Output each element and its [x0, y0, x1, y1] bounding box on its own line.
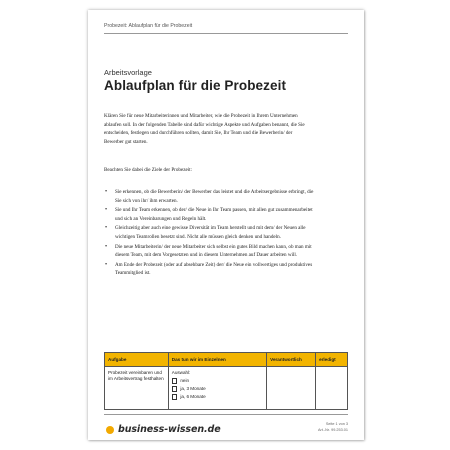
table-header-row [105, 353, 348, 367]
running-header: Probezeit: Ablaufplan für die Probezeit [104, 23, 193, 29]
list-item: • Am Ende der Probezeit (oder auf absehbare Zeit) der/ die Neue ein vollwertiges und produktives Teammitglied ist. [105, 261, 313, 277]
table-row [105, 367, 348, 410]
task-table [104, 352, 348, 410]
bullet-icon: • [105, 243, 108, 250]
task-cell: Probezeit vereinbaren und im Arbeitsvertrag festhalten [105, 367, 169, 410]
document-title: Ablaufplan für die Probezeit [104, 78, 287, 93]
logo-text: business-wissen.de [118, 424, 221, 435]
checkbox-icon[interactable] [172, 394, 178, 400]
list-item: • Sie und Ihr Team erkennen, ob der/ die Neue in Ihr Team passen, mit allen gut zusammenarbeitet und sich an Vereinbarungen und Regeln hält. [105, 207, 313, 222]
goals-list [104, 188, 314, 279]
option-6-monate[interactable]: ja, 6 Monate [172, 394, 263, 400]
column-header-responsible: Verantwortlich [267, 353, 316, 367]
bullet-icon: • [105, 261, 108, 268]
selection-label: Auswahl: [171, 370, 191, 375]
intro-paragraph: Klären Sie für neue Mitarbeiterinnen und Mitarbeiter, wie die Probezeit in Ihrem Unternehmen ablaufen soll. In der folgenden Tabelle sind dafür wichtige Aspekte und Aufgaben benannt, die Sie entscheiden, festlegen und durchführen sollten, damit Sie, Ihr Team und die Bewerberin/ der Bewerber gut starten. [104, 113, 305, 145]
column-header-details: Das tun wir im Einzelnen [168, 353, 266, 367]
list-item: • Die neue Mitarbeiterin/ der neue Mitarbeiter sich selbst ein gutes Bild machen kann, ob man mit diesem Team, mit dem Vorgesetzten und in diesem Unternehmen auf Dauer arbeiten will. [105, 243, 312, 259]
details-cell [168, 367, 266, 410]
checkbox-icon[interactable] [172, 378, 178, 384]
option-3-monate[interactable]: ja, 3 Monate [172, 386, 263, 392]
list-item: • Gleichzeitig aber auch eine gewisse Diversität im Team herstellt und mit dem/ der Neuen alle wichtigen Teamrollen besetzt sind. Nicht alle müssen gleich denken und handeln. [105, 225, 306, 240]
checkbox-icon[interactable] [172, 386, 178, 392]
option-nein[interactable]: nein [172, 378, 263, 384]
bullet-icon: • [105, 207, 108, 214]
bullet-icon: • [105, 189, 108, 195]
done-cell[interactable] [316, 367, 348, 410]
goals-lead: Beachten Sie dabei die Ziele der Probezeit: [104, 167, 192, 173]
responsible-cell[interactable] [267, 367, 316, 410]
article-number: Art.-Nr. 99.253.01 [318, 428, 348, 432]
document-page [88, 10, 364, 440]
column-header-done: erledigt [316, 353, 348, 367]
page-number: Seite 1 von 3 [325, 422, 348, 426]
footer-divider [104, 414, 348, 415]
brand-logo [106, 424, 221, 435]
bullet-icon: • [105, 225, 108, 232]
logo-dot-icon [106, 426, 114, 434]
list-item: • Sie erkennen, ob die Bewerberin/ der Bewerber das leistet und die Arbeitsergebnisse erbringt, die Sie sich von ihr/ ihm erwarten. [105, 189, 314, 204]
header-divider [104, 33, 348, 34]
column-header-task: Aufgabe [105, 353, 169, 367]
document-subtitle: Arbeitsvorlage [104, 68, 152, 77]
page-info [318, 421, 348, 433]
